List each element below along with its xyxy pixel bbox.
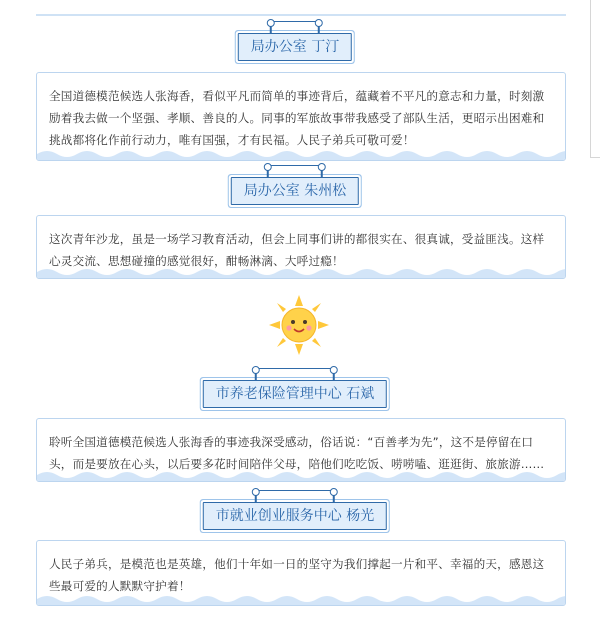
section-1-name-tag — [238, 33, 352, 61]
section-3-comment-text: 聆听全国道德模范候选人张海香的事迹我深受感动，俗话说：“百善孝为先”，这不是停留在口头，而是要放在心头，以后要多花时间陪伴父母，陪他们吃吃饭、唠唠嗑、逛逛街、旅旅游…… — [49, 435, 545, 471]
section-1-comment-card — [36, 72, 566, 161]
section-3-name: 市养老保险管理中心 石斌 — [215, 386, 375, 402]
wave-decoration — [37, 591, 566, 605]
section-4-name: 市就业创业服务中心 杨光 — [215, 508, 375, 524]
section-1-comment-text: 全国道德模范候选人张海香，看似平凡而简单的事迹背后，蕴藏着不平凡的意志和力量，时刻激励着我去做一个坚强、孝顺、善良的人。同事的军旅故事带我感受了部队生活，更昭示出困难和挑战都将化作前行动力，唯有国强，才有民福。人民子弟兵可敬可爱！ — [49, 89, 545, 147]
section-4-comment-card — [36, 540, 566, 606]
wave-decoration — [37, 146, 566, 160]
section-2-comment-card — [36, 215, 566, 279]
section-2-name-tag — [231, 177, 359, 205]
wave-decoration — [37, 264, 566, 278]
sun-icon — [268, 294, 330, 356]
section-4-comment-text: 人民子弟兵，是模范也是英雄，他们十年如一日的坚守为我们撑起一片和平、幸福的天，感恩这些最可爱的人默默守护着！ — [49, 557, 545, 593]
section-3-comment-card — [36, 418, 566, 482]
section-1-name: 局办公室 丁汀 — [250, 39, 340, 55]
wave-decoration — [37, 467, 566, 481]
section-2-comment-text: 这次青年沙龙，虽是一场学习教育活动，但会上同事们讲的都很实在、很真诚，受益匪浅。这样心灵交流、思想碰撞的感觉很好，酣畅淋漓、大呼过瘾！ — [49, 232, 545, 268]
top-divider — [36, 14, 566, 16]
section-2-name: 局办公室 朱州松 — [243, 183, 347, 199]
section-4-name-tag — [203, 502, 387, 530]
side-panel-edge — [590, 0, 600, 158]
section-3-name-tag — [203, 380, 387, 408]
